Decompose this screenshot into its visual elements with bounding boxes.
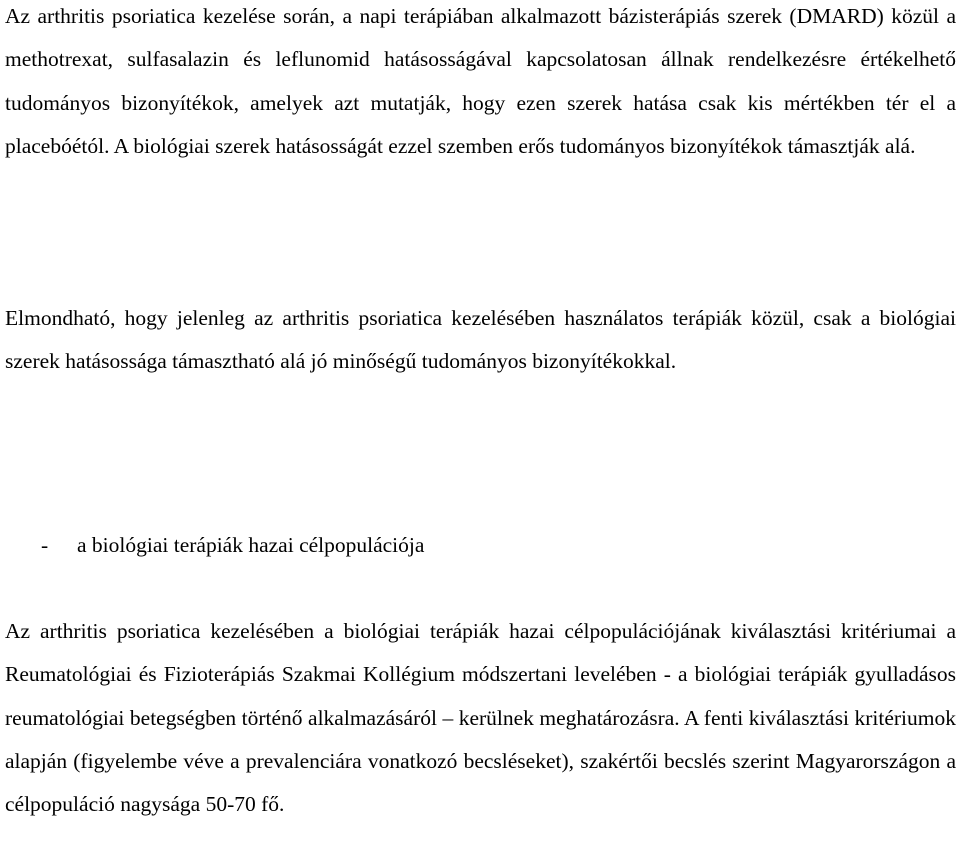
- paragraph-dmard-evidence: Az arthritis psoriatica kezelése során, a napi terápiában alkalmazott bázisterápiás szerek (DMARD) közül a methotrexat, sulfasalazin és leflunomid hatásosságával kapcsolatosan állnak rendelkezésre értékelhető tudományos bizonyítékok, amelyek azt mutatják, hogy ezen szerek hatása csak kis mértékben tér el a placebóétól. A biológiai szerek hatásosságát ezzel szemben erős tudományos bizonyítékok támasztják alá.: [5, 4, 956, 158]
- list-bullet: -: [41, 533, 49, 557]
- paragraph-target-population: Az arthritis psoriatica kezelésében a biológiai terápiák hazai célpopulációjának kiválasztási kritériumai a Reumatológiai és Fizioterápiás Szakmai Kollégium módszertani levelében - a biológiai terápiák gyulladásos reumatológiai betegségben történő alkalmazásáról – kerülnek meghatározásra. A fenti kiválasztási kritériumok alapján (figyelembe véve a prevalenciára vonatkozó becsléseket), szakértői becslés szerint Magyarországon a célpopuláció nagysága 50-70 fő.: [5, 619, 956, 817]
- paragraph-biologic-conclusion: Elmondható, hogy jelenleg az arthritis psoriatica kezelésében használatos terápiák közül, csak a biológiai szerek hatásossága támasztható alá jó minőségű tudományos bizonyítékokkal.: [5, 306, 956, 374]
- list-item-text: a biológiai terápiák hazai célpopulációja: [77, 533, 425, 557]
- list-item-target-population: [41, 524, 956, 567]
